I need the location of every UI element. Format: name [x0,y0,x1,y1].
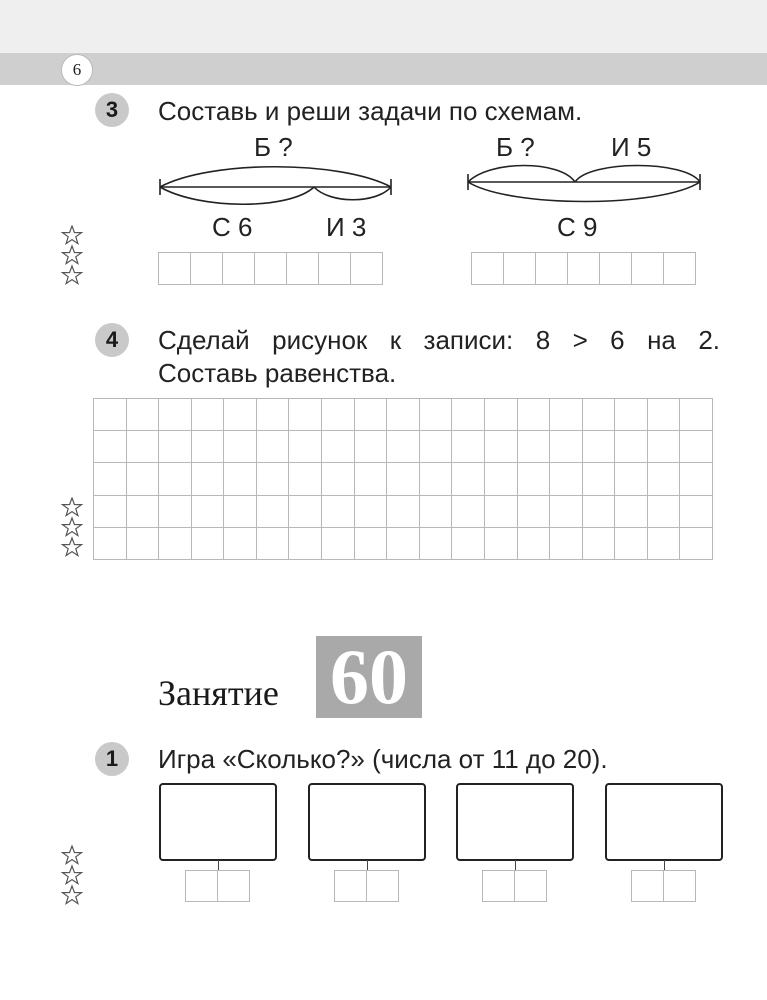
answer-cell[interactable] [535,252,568,285]
grid-cell [257,496,290,528]
grid-cell [452,463,485,495]
task-4-difficulty-stars [61,497,83,559]
task-4-text-line-1: Сделай рисунок к записи: 8 > 6 на 2. [158,325,720,355]
grid-cell [224,528,257,560]
lesson-number-box [316,633,422,720]
task-3-difficulty-stars [61,225,83,287]
answer-cell[interactable] [185,870,218,902]
star-icon [63,266,82,284]
grid-cell [485,463,518,495]
grid-cell [159,496,192,528]
scheme-2-bottom-label: С 9 [557,212,598,242]
star-icon [63,886,82,904]
grid-cell [387,496,420,528]
answer-cell[interactable] [350,252,383,285]
grid-cell [127,399,160,431]
grid-cell [550,496,583,528]
answer-cell[interactable] [503,252,536,285]
scheme-2-top-left-arc [468,166,575,183]
grid-cell [680,399,713,431]
scheme-1-bottom-left-label: С 6 [212,212,253,242]
grid-cell [583,431,616,463]
answer-cell[interactable] [366,870,399,902]
answer-cell[interactable] [514,870,547,902]
frame-answer-cells [334,870,399,902]
task-4-drawing-grid[interactable] [93,398,713,560]
count-frame[interactable] [456,783,574,861]
grid-cell [127,528,160,560]
grid-cell [680,496,713,528]
grid-cell [322,399,355,431]
scheme-1-diagram [150,160,400,210]
grid-cell [583,528,616,560]
grid-cell [224,399,257,431]
task-1-difficulty-stars [61,845,83,907]
task-3-badge: 3 [95,93,129,127]
task-3-answer-cells-2 [471,252,696,285]
grid-cell [583,463,616,495]
grid-cell [224,463,257,495]
grid-cell [518,399,551,431]
grid-cell [648,528,681,560]
page-number: 6 [61,54,93,86]
grid-cell [615,528,648,560]
answer-cell[interactable] [663,252,696,285]
grid-cell [355,399,388,431]
answer-cell[interactable] [631,252,664,285]
grid-cell [420,496,453,528]
grid-cell [387,399,420,431]
grid-cell [615,399,648,431]
grid-cell [94,496,127,528]
grid-cell [648,399,681,431]
answer-cell[interactable] [599,252,632,285]
grid-cell [224,496,257,528]
grid-cell [289,431,322,463]
grid-cell [648,496,681,528]
answer-cell[interactable] [217,870,250,902]
count-frame[interactable] [605,783,723,861]
grid-cell [518,463,551,495]
grid-cell [583,496,616,528]
top-margin [0,0,767,53]
star-icon [63,226,82,244]
grid-cell [257,528,290,560]
grid-cell [387,463,420,495]
grid-cell [192,431,225,463]
scheme-2-top-right-arc [575,166,700,183]
star-icon [63,538,82,556]
scheme-2-bottom-arc [468,182,700,202]
grid-cell [355,528,388,560]
task-4-badge: 4 [95,323,129,357]
grid-cell [159,463,192,495]
grid-cell [94,399,127,431]
count-frame[interactable] [159,783,277,861]
grid-cell [192,463,225,495]
lesson-number: 60 [330,633,408,720]
star-icon [63,866,82,884]
grid-cell [680,528,713,560]
grid-cell [648,463,681,495]
grid-cell [94,528,127,560]
answer-cell[interactable] [663,870,696,902]
grid-cell [127,496,160,528]
answer-cell[interactable] [482,870,515,902]
scheme-2-diagram [460,160,710,210]
answer-cell[interactable] [471,252,504,285]
answer-cell[interactable] [567,252,600,285]
grid-cell [387,431,420,463]
grid-cell [420,463,453,495]
task-1-text: Игра «Сколько?» (числа от 11 до 20). [158,744,608,774]
grid-cell [355,463,388,495]
grid-cell [159,431,192,463]
grid-cell [257,399,290,431]
scheme-1-bottom-right-arc [314,187,391,200]
frame-answer-cells [482,870,547,902]
scheme-2-top-right-label: И 5 [611,132,652,162]
grid-cell [615,496,648,528]
grid-cell [127,431,160,463]
grid-cell [387,528,420,560]
grid-cell [322,528,355,560]
grid-cell [289,528,322,560]
grid-cell [420,431,453,463]
grid-cell [94,463,127,495]
grid-cell [289,496,322,528]
grid-cell [322,463,355,495]
grid-cell [94,431,127,463]
grid-cell [159,528,192,560]
count-frame[interactable] [308,783,426,861]
grid-cell [289,399,322,431]
grid-cell [550,528,583,560]
task-3-answer-cells-1 [158,252,383,285]
grid-cell [550,431,583,463]
grid-cell [452,496,485,528]
lesson-heading: Занятие [158,673,279,713]
grid-cell [322,431,355,463]
grid-cell [257,431,290,463]
grid-cell [355,431,388,463]
grid-cell [224,431,257,463]
grid-cell [550,399,583,431]
answer-cell[interactable] [222,252,255,285]
star-icon [63,518,82,536]
task-3-text: Составь и реши задачи по схемам. [158,96,583,126]
grid-cell [159,399,192,431]
answer-cell[interactable] [190,252,223,285]
star-icon [63,246,82,264]
star-icon [63,846,82,864]
scheme-2-top-left-label: Б ? [496,132,535,162]
grid-cell [420,399,453,431]
grid-cell [289,463,322,495]
frame-answer-cells [185,870,250,902]
grid-cell [518,528,551,560]
scheme-1-bottom-left-arc [160,187,314,204]
answer-cell[interactable] [334,870,367,902]
answer-cell[interactable] [158,252,191,285]
grid-cell [257,463,290,495]
page-header-band [0,53,767,85]
grid-cell [518,496,551,528]
grid-cell [550,463,583,495]
grid-cell [615,463,648,495]
star-icon [63,498,82,516]
grid-cell [518,431,551,463]
grid-cell [485,528,518,560]
grid-cell [192,496,225,528]
grid-cell [355,496,388,528]
answer-cell[interactable] [254,252,287,285]
scheme-1-top-arc [160,167,391,187]
grid-cell [127,463,160,495]
frame-answer-cells [631,870,696,902]
grid-cell [648,431,681,463]
grid-cell [322,496,355,528]
grid-cell [452,528,485,560]
answer-cell[interactable] [631,870,664,902]
grid-cell [615,431,648,463]
answer-cell[interactable] [286,252,319,285]
task-4-text-line-2: Составь равенства. [158,358,397,388]
grid-cell [583,399,616,431]
answer-cell[interactable] [318,252,351,285]
grid-cell [485,431,518,463]
grid-cell [680,431,713,463]
scheme-1-bottom-right-label: И 3 [326,212,367,242]
grid-cell [485,399,518,431]
task-1-badge: 1 [95,742,129,776]
grid-cell [680,463,713,495]
grid-cell [192,528,225,560]
scheme-1-top-label: Б ? [254,132,293,162]
grid-cell [452,399,485,431]
grid-cell [485,496,518,528]
grid-cell [420,528,453,560]
grid-cell [192,399,225,431]
grid-cell [452,431,485,463]
